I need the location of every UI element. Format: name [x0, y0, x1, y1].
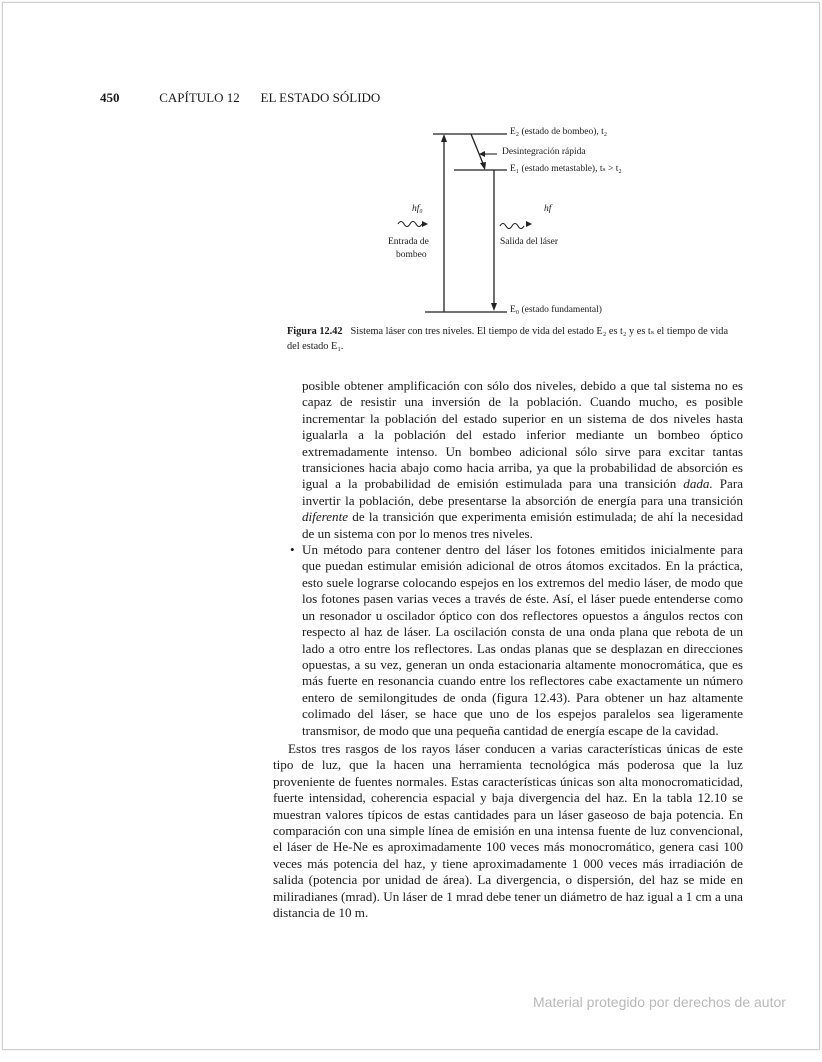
- label-e0: E₀ (estado fundamental): [510, 305, 602, 315]
- bullet-marker: •: [290, 542, 295, 558]
- chapter-label: CAPÍTULO 12: [159, 90, 240, 105]
- copyright-watermark: Material protegido por derechos de autor: [533, 994, 786, 1010]
- paragraph-text-2: Para invertir la población, debe presentarse la absorción de energía para una transición: [302, 476, 744, 508]
- label-e1: E₁ (estado metastable), tₛ > t₂: [510, 164, 622, 174]
- continued-paragraph: [287, 378, 743, 542]
- paragraph-text: posible obtener amplificación con sólo dos niveles, debido a que tal sistema no es capaz de resistir una inversión de la población. Cuando mucho, es posible incrementar la población del estado superior en un sistema de dos niveles hasta igualarla a la población del estado inferior mediante un bombeo óptico extremadamente intenso. Un bombeo adicional sólo sirve para excitar tantas transiciones hacia abajo como hacia arriba, ya que la probabilidad de absorción es igual a la probabilidad de emisión estimulada para una transición: [302, 378, 743, 492]
- bullet-text: Un método para contener dentro del láser los fotones emitidos inicialmente para que puedan estimular emisión adicional de otros átomos excitados. En la práctica, esto suele lograrse colocando espejos en los extremos del medio láser, de modo que los fotones pasen varias veces a través de éste. Así, el láser puede entenderse como un resonador u oscilador óptico con dos reflectores opuestos a ángulos rectos con respecto al haz de láser. La oscilación consta de una onda plana que rebota de un lado a otro entre los reflectores. Las ondas planas que se desplazan en direcciones opuestas, a su vez, generan un onda estacionaria altamente monocromática, que es más fuerte en resonancia cuando entre los reflectores cabe exactamente un número entero de semilongitudes de onda (figura 12.43). Para obtener un haz altamente colimado del láser, se hace que uno de los espejos paralelos sea ligeramente transmisor, de modo que una pequeña cantidad de energía escape de la cavidad.: [302, 542, 743, 738]
- label-e2: E₂ (estado de bombeo), t₂: [510, 127, 608, 137]
- caption-text: Sistema láser con tres niveles. El tiempo de vida del estado E₂ es t₂ y es tₛ el tiempo de vida del estado E₁.: [287, 326, 729, 352]
- label-decay: Desintegración rápida: [502, 147, 586, 157]
- bullet-item: [287, 542, 743, 739]
- emphasis-dada: dada.: [683, 476, 713, 492]
- emphasis-diferente: diferente: [302, 509, 349, 525]
- caption-label: Figura 12.42: [287, 326, 343, 337]
- energy-level-diagram: [380, 122, 680, 322]
- chapter-title: EL ESTADO SÓLIDO: [260, 90, 381, 105]
- body-text: [273, 378, 744, 921]
- label-laser-output: Salida del láser: [500, 237, 559, 247]
- figure-caption: [287, 324, 742, 354]
- label-pump-input-2: bombeo: [396, 250, 427, 260]
- label-pump-photon: hf₀: [412, 204, 423, 214]
- running-header: [100, 90, 380, 106]
- label-laser-photon: hf: [544, 204, 552, 214]
- page-number: 450: [100, 90, 120, 105]
- paragraph: Estos tres rasgos de los rayos láser conducen a varias características únicas de este tipo de luz, que la hacen una herramienta tecnológica más poderosa que la luz proveniente de fuentes normales. Estas características únicas son alta monocromaticidad, fuerte intensidad, coherencia espacial y baja divergencia del haz. En la tabla 12.10 se muestran valores típicos de estas cantidades para un láser gaseoso de baja potencia. En comparación con una simple línea de emisión en una intensa fuente de luz convencional, el láser de He-Ne es aproximadamente 100 veces más monocromático, genera casi 100 veces más potencia del haz, y tiene aproximadamente 1 000 veces más irradiación de salida (potencia por unidad de área). La divergencia, o dispersión, del haz se mide en miliradianes (mrad). Un láser de 1 mrad debe tener un diámetro de haz igual a 1 cm a una distancia de 10 m.: [273, 740, 743, 920]
- label-pump-input: Entrada de: [388, 237, 429, 247]
- paragraph-text-3: de la transición que experimenta emisión estimulada; de ahí la necesidad de un sistema con por lo menos tres niveles.: [302, 509, 743, 541]
